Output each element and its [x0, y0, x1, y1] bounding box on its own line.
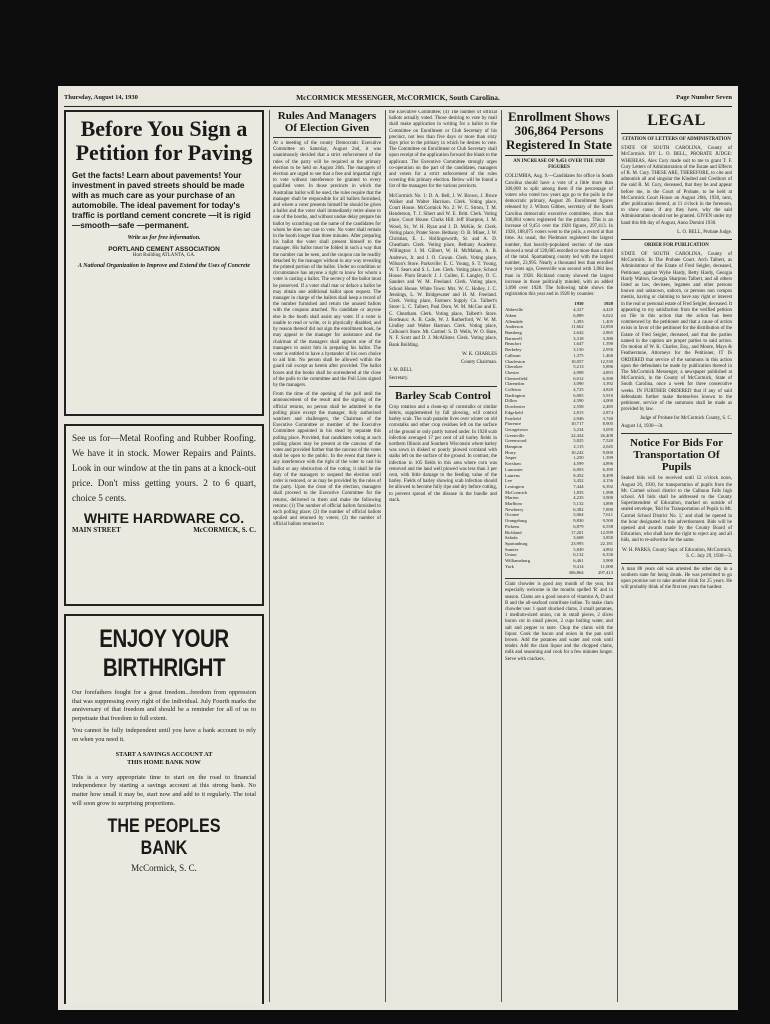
- registration-count: 8,905: [602, 421, 613, 427]
- enrollment-article: [505, 110, 613, 1004]
- cement-ad: [64, 110, 264, 416]
- registration-count: 5,132: [573, 501, 584, 507]
- arrest-item: A man 88 years old was arrested the other day in a southern state for being drunk. He was permitted to go upon promise not to take another drink for 25 years. He will probably think of the first ten years the hardest.: [621, 566, 732, 591]
- county-name: Orangeburg: [505, 518, 527, 524]
- registration-count: 5,849: [573, 546, 584, 552]
- registration-count: 3,850: [602, 535, 613, 541]
- managers-list: McCormick No. 1: D. A. Bell, J. W. Brown, J. Bruce Walker and Walter Harrison. Clerk. Voting place, Court House. McCormick No. 2: W. C. Strom, T. M. Henderson, T. J. Sibert and W. E. Britt. Clerk. Voting place, Court House. Clarks Hill: Jeff Sharpton, J. M. Wood, Sr., W. H. Ryan and J. D. McKie, Sr. Clerk. Voting place, Prater Store. Bethany: O. B. Miner, J. W. Christian, E. L. Hollingsworth, Sr. and A. D. Cheatham. Clerk. Voting place, Bethany Academy. Willington: J. M. Gilbert, W. H. McMahan, A. B. Andrews, Jr. and J. O. Cowan. Clerk. Voting place, Wilson's Store. Parksville: E. C. Young, S. T. Young, W. T. Sears and S. L. Lee. Clerk. Voting place, School House. Plum Branch: J. J. Cullen, E. Langley, O. C. Sanders and W. M. Freeland. Clerk. Voting place, School House. White Town: Mrs. W. C. Holley, J. C. Jennings, L. W. Bridgewater and H. M. Freeland. Clerk. Voting place, Farmers Supply Co. Talbert's Store: L. C. Talbert, Paul Dorn, W. M. McCue and E. C. Cheatham. Clerk. Voting place, Talbert's Store. Bordeaux: A. B. Cade, W. J. Rutherford, W. W. M. Lindley and Walter Harmon. Clerk. Voting place, Calhoun's Store. Mt. Carmel: S. D. Wells, W. O. Hare, N. F. Scott and D. J. McAllister. Clerk. Voting place, Bank Building.: [389, 193, 497, 348]
- registration-count: 5,896: [602, 364, 613, 370]
- county-name: Beaufort: [505, 341, 522, 347]
- column-rule: [617, 110, 618, 1002]
- registration-count: 7,890: [602, 506, 613, 512]
- registration-count: 5,213: [573, 364, 584, 370]
- registration-count: 17,201: [570, 529, 584, 535]
- table-row: [505, 570, 613, 576]
- order-signature: Judge of Probate for McCormick County, S. C.: [639, 416, 732, 422]
- registration-count: 2,950: [602, 347, 613, 353]
- election-rules-body: At a meeting of the county Democratic Executive Committee on Saturday, August 2nd, it was unanimously decided that a strict enforcement of the rules of the party will be required at the primary election to be held on August 26th. The managers of election are urged to see that a free and impartial right to vote without interference be granted to every qualified voter. In those precincts in which the Australian ballot will be used, the rules require that the manager shall be responsible for all ballots furnished, and where a voter presents himself he should be given a ballot and the voter shall immediately retire alone to one of the booths, and without undue delay prepare his ballot by scratching out the name of the candidates for whom he does not care to vote. No voter shall remain in the booth longer than three minutes. After preparing his ballot the voter shall present himself to the manager. His ballot must be folded in such a way that the number can be seen, and the coupon can be readily detached by the manager without in any way revealing the printed portion of the ballot. Under no condition or circumstance has anyone a right to know for whom a voter is casting a ballot. The secrecy of the ballot must be preserved. If a voter shall mar or deface a ballot he may obtain one additional ballot upon request. The manager in charge of the ballots shall keep a record of the number furnished and return the unused ballots with the coupons attached. No candidate or anyone else in the booth shall assist any voter. If a voter is unable to read or write, or is physically disabled, and by reason thereof did not sign the enrollment book, he may appeal to the manager for assistance and the chairman of the managers shall appoint one of the managers to assist him in preparing his ballot. The voter is entitled to have a bystander of his own choice to aid him. No person shall be allowed within the guard rail except as herein after provided. The ballot boxes and the books shall be surrendered at the close of the polls to the committee and the Poll Lists signed by the managers.: [273, 141, 381, 388]
- registration-count: 1,647: [573, 341, 584, 347]
- chairman-name: W. K. CHARLES: [462, 351, 497, 357]
- county-name: Charleston: [505, 358, 525, 364]
- registration-count: 4,590: [573, 398, 584, 404]
- registration-count: 2,045: [602, 444, 613, 450]
- registration-count: 11,662: [571, 324, 584, 330]
- county-name: Clarendon: [505, 381, 525, 387]
- registration-count: 3,452: [573, 478, 584, 484]
- registration-count: 6,558: [602, 523, 613, 529]
- registration-count: 6,390: [602, 375, 613, 381]
- county-name: Lee: [505, 478, 512, 484]
- bids-signature: W. H. PARKS, County Supt. of Education, McCormick, S. C. July 29, 1930—3.: [622, 547, 732, 559]
- registration-count: 6,330: [602, 552, 613, 558]
- county-name: Saluda: [505, 535, 518, 541]
- registration-count: 2,642: [573, 329, 584, 335]
- county-name: Lexington: [505, 483, 524, 489]
- managers-article: [389, 110, 497, 1004]
- county-name: Edgefield: [505, 409, 523, 415]
- cement-ad-address: Hurt Building ATLANTA, GA.: [132, 253, 196, 258]
- bank-ad-paragraph-3: This is a very appropriate time to start on the road to financial independence by starting a savings account at this strong bank. No matter how small it may be, start now and add to it regularly. The total will soon grow to surprising proportions.: [72, 773, 256, 807]
- registration-count: 297,413: [598, 569, 613, 575]
- registration-count: 6,889: [573, 312, 584, 318]
- county-name: Richland: [505, 529, 522, 535]
- county-name: Union: [505, 552, 517, 558]
- election-rules-headline: Rules And Managers Of Election Given: [277, 110, 377, 134]
- enrollment-subhead: AN INCREASE OF 9,451 OVER THE 1928 FIGURES: [513, 159, 605, 171]
- registration-count: 12,850: [600, 324, 613, 330]
- secretary-role: Secretary.: [389, 375, 409, 381]
- column-rule: [385, 110, 386, 1002]
- registration-count: 6,003: [573, 466, 584, 472]
- county-name: Pickens: [505, 523, 520, 529]
- registration-count: 3,090: [573, 381, 584, 387]
- county-name: Aiken: [505, 312, 517, 318]
- registration-count: 22,181: [600, 541, 613, 546]
- registration-count: 1,493: [573, 318, 584, 324]
- registration-count: 6,390: [602, 466, 613, 472]
- newspaper-title: McCORMICK MESSENGER, McCORMICK, South Carolina.: [296, 93, 500, 102]
- registration-count: 6,392: [602, 483, 613, 489]
- divider: [621, 433, 732, 434]
- barley-scab-headline: Barley Scab Control: [395, 389, 491, 402]
- hardware-ad: [64, 424, 264, 606]
- registration-count: 6,879: [573, 523, 584, 529]
- registration-count: 3,150: [573, 347, 584, 353]
- registration-count: 2,485: [602, 404, 613, 410]
- chowder-body: Clam chowder is good any month of the year, but especially welcome in the months spelled 'R' and in season. Clams are a good source of vitamins A, D and B and the all-seafood contribute iodine. To make clam chowder use: 1 quart shucked clams, 3 small potatoes, 1 medium-sized onion, cut in small pieces, 2 slices bacon cut in small pieces, 2 cups boiling water, and salt and pepper to taste. Chop the clams with the liquor. Cook the bacon and onion in the pan until brown. Add the potatoes and water and cook until tender. Add the clam liquor and the chopped clams, milk and seasoning and cook for a few minutes longer. Serve with crackers.: [505, 582, 613, 662]
- county-name: Anderson: [505, 324, 523, 330]
- order-body: STATE OF SOUTH CAROLINA, County of McCormick. In The Probate Court. Arch Talbert, as Administrator of the Estate of Fred Seigler, deceased, Petitioner, against Wylie Hardy, Betty Hardy, Georgia Hardy Walton, Georgia Sharpton Talbert, and all others listed as law, devisees, legatees and other persons known and unknown, unborn, or persons non compos mentis, having or claiming to have any right or interest in the real or personal estate of Fred Seigler, deceased. It appearing to my satisfaction from the verified petition on file in this action that the action has been commenced by the petitioner and that a cause of action exists in favor of the petitioner for the distribution of the Estate of Fred Seigler, deceased, and that the parties named in the caption are proper parties to said action. On motion of W. K. Charles, Esq., and Moore, Mays & Featherstone, Attorneys for the Petitioner, IT IS ORDERED that service of the summons in this action upon the defendants be made by publication thereof in The McCormick Messenger, a newspaper published at McCormick, in the County of McCormick, State of South Carolina, once a week for three consecutive weeks. IN FURTHER ORDERED that if any of said defendants further make themselves known to the petitioner, service of the summons shall be made as provided by law.: [621, 252, 732, 413]
- registration-count: 1,460: [602, 352, 613, 358]
- cement-ad-pitch: Get the facts! Learn about pavements! Your investment in paved streets should be made with as much care as your purchase of an automobile. The ideal pavement for today's traffic is portland cement concrete —it is rigid—smooth—safe —permanent.: [72, 171, 251, 230]
- county-name: Oconee: [505, 512, 520, 518]
- county-name: Georgetown: [505, 426, 528, 432]
- column-rule: [501, 110, 502, 1002]
- divider: [505, 578, 613, 579]
- registration-count: 4,235: [573, 495, 584, 501]
- hardware-ad-copy: See us for—Metal Roofing and Rubber Roofing. We have it in stock. Mower Repairs and Paints. Look in our window at the tin pans at a knock-out price. Don't miss getting yours. 2 to 6 quart, choice 5 cents.: [72, 433, 256, 503]
- county-name: Hampton: [505, 444, 523, 450]
- registration-count: 1,399: [602, 455, 613, 461]
- cement-ad-headline: Before You Sign a Petition for Paving: [75, 116, 253, 165]
- page-number: Page Number Seven: [676, 94, 732, 101]
- registration-count: 9,830: [573, 518, 584, 524]
- divider: [621, 563, 732, 564]
- registration-count: 7,520: [602, 438, 613, 444]
- county-name: Chesterfield: [505, 375, 528, 381]
- registration-count: 2,865: [602, 329, 613, 335]
- registration-count: 2,874: [602, 409, 613, 415]
- registration-count: 6,461: [573, 558, 584, 564]
- registration-count: 7,444: [573, 483, 584, 489]
- registration-count: 10,242: [570, 449, 584, 455]
- county-name: Greenwood: [505, 438, 527, 444]
- hardware-ad-name: WHITE HARDWARE CO.: [83, 510, 245, 526]
- divider: [389, 386, 497, 387]
- cement-ad-company: PORTLAND CEMENT ASSOCIATION: [108, 246, 220, 253]
- county-name: Laurens: [505, 472, 520, 478]
- enrollment-body: COLUMBIA, Aug. 9.—Candidates for office in South Carolina should have a vote of a little more than 300,000 to split among them if the percentage of voters who voted two years ago go to the polls in the democratic primary, August 26. Enrollment figures released by J. Wilson Gibbes, secretary of the South Carolina democratic executive committee, show that 306,864 voters registered for the primary. This is an increase of 9,451 over the 1928 figures, 297,413. In 1928, 188,075 voters went to the polls, a record at that time. As usual, the Piedmont registered the largest number, that heavily-populated section of the state showed a total of 128,685 enrolled or more than a third of the total. Spartanburg county led with the largest number, 23,995. Nearly a thousand less than enrolled two years ago, Greenville was second with 3,984 less than in 1928. Richland county showed the largest increase in those politically minded, with an added 3,098 over 1928. The following table shows the registration this year and in 1928 by counties:: [505, 174, 613, 298]
- enrollment-headline: Enrollment Shows 306,864 Persons Registered In State: [506, 110, 612, 152]
- registration-count: 12,599: [600, 529, 613, 535]
- ad-column: [64, 110, 264, 1004]
- registration-count: 22,424: [570, 432, 584, 438]
- county-name: Colleton: [505, 387, 521, 393]
- county-name: Kershaw: [505, 461, 522, 467]
- registration-count: 6,132: [573, 552, 584, 558]
- county-name: Allendale: [505, 318, 523, 324]
- county-name: Florence: [505, 421, 522, 427]
- registration-count: 5,064: [573, 512, 584, 518]
- county-name: Abbeville: [505, 307, 524, 313]
- registration-count: 1,390: [602, 341, 613, 347]
- bank-ad-paragraph-1: Our forefathers fought for a great freedom...freedom from oppression that was suppressing every right of the individual. July Fourth marks the anniversary of that freedom and should be a reminder for all of us to perpetuate that freedom to full extent.: [72, 689, 256, 722]
- registration-count: 12,530: [600, 358, 613, 364]
- registration-count: 9,500: [602, 518, 613, 524]
- registration-count: 3,740: [602, 415, 613, 421]
- divider: [273, 137, 381, 138]
- election-rules-article: [273, 110, 381, 1004]
- registration-count: 4,327: [573, 307, 584, 313]
- newspaper-page: [58, 86, 738, 1010]
- registration-count: 4,156: [602, 478, 613, 484]
- registration-count: 4,820: [602, 387, 613, 393]
- county-name: York: [505, 563, 514, 569]
- county-name: Fairfield: [505, 415, 521, 421]
- registration-count: 4,000: [602, 398, 613, 404]
- column-rule: [269, 110, 270, 1002]
- county-name: Cherokee: [505, 364, 523, 370]
- bank-ad: [64, 614, 264, 1004]
- registration-count: 6,012: [573, 375, 584, 381]
- managers-intro: the Executive Committee; (4) The number of official ballots actually voted. Those desiring to vote by mail shall make application in writing for a ballot to the Committee on Enrollment or Club Secretary of his precinct, not less than five days or more than sixty days prior to the primary in which he desires to vote. The Committee on Enrollment or Club Secretary shall upon receipt of the application forward the blank to the applicant. The Executive Committee strongly urges co-operation on the part of the candidates, managers and voters for a strict enforcement of the rules covering this primary election. Below will be found a list of the managers for the various precincts.: [389, 110, 497, 190]
- table-header-cell: 1930: [574, 301, 584, 307]
- county-name: Dillon: [505, 398, 517, 404]
- registration-count: 2,946: [573, 415, 584, 421]
- registration-count: 2,558: [573, 404, 584, 410]
- county-name: Bamberg: [505, 329, 522, 335]
- county-name: Chester: [505, 369, 520, 375]
- registration-count: 1,375: [573, 352, 584, 358]
- registration-count: 8,452: [573, 472, 584, 478]
- county-name: Williamsburg: [505, 558, 530, 564]
- divider: [621, 239, 732, 240]
- registration-count: 3,380: [602, 335, 613, 341]
- registration-count: 4,893: [602, 369, 613, 375]
- registration-count: 3,890: [602, 501, 613, 507]
- hardware-ad-town: McCORMICK, S. C.: [193, 526, 256, 534]
- county-name: Greenville: [505, 432, 525, 438]
- registration-count: 5,910: [602, 392, 613, 398]
- registration-count: 4,998: [573, 369, 584, 375]
- registration-count: 7,611: [602, 512, 613, 518]
- bank-ad-cta: START A SAVINGS ACCOUNT AT: [115, 750, 213, 758]
- bank-ad-name: THE PEOPLES BANK: [107, 816, 221, 860]
- registration-table: [505, 301, 613, 575]
- registration-count: 11,000: [600, 563, 613, 569]
- county-name: Sumter: [505, 546, 519, 552]
- table-header-cell: 1928: [603, 301, 613, 307]
- county-name: Barnwell: [505, 335, 522, 341]
- registration-count: 3,392: [602, 381, 613, 387]
- registration-count: 4,599: [573, 461, 584, 467]
- citation-body: STATE OF SOUTH CAROLINA, County of McCormick. BY L. O. BELL, PROBATE JUDGE: WHEREAS, Alex Cury made suit to me to grant T. F. Cury Letters of Administration of the Estate and Effects of R. M. Cury. THESE ARE, THEREFORE, to cite and admonish all and singular the Kindred and Creditors of the said R. M. Cury, deceased, that they be and appear before me, in the Court of Probate, to be held at McCormick Court House on August 26th, 1930, next, after publication thereof, at 11 o'clock in the forenoon, to show cause, if any they have, why the said Administration should not be granted. GIVEN under my hand this 8th day of August, Anno Domini 1930.: [621, 146, 732, 226]
- bank-ad-headline: ENJOY YOUR BIRTHRIGHT: [99, 625, 229, 682]
- chairman-role: County Chairman.: [460, 359, 497, 365]
- registration-count: 10,717: [570, 421, 584, 427]
- registration-count: 10,057: [570, 358, 584, 364]
- county-name: [505, 570, 554, 576]
- registration-count: 1,405: [602, 318, 613, 324]
- divider: [505, 155, 613, 156]
- registration-count: 306,864: [568, 569, 584, 575]
- issue-date: Thursday, August 14, 1930: [64, 94, 138, 101]
- registration-count: 2,115: [573, 444, 584, 450]
- registration-count: 1,835: [573, 489, 584, 495]
- cement-ad-write: Write us for free information.: [127, 235, 201, 241]
- registration-count: 4,892: [602, 546, 613, 552]
- citation-heading: CITATION OF LETTERS OF ADMINISTRATION: [622, 137, 731, 142]
- registration-count: 3,900: [602, 558, 613, 564]
- cement-ad-tagline: A National Organization to Improve and Extend the Uses of Concrete: [77, 263, 251, 269]
- registration-count: 1,998: [602, 489, 613, 495]
- county-name: Lancaster: [505, 466, 523, 472]
- order-date: August 14, 1930—3t.: [621, 424, 664, 430]
- bids-body: Sealed bids will be received until 12 o'clock noon, August 26, 1930, for transportation of pupils from the Mt. Carmel school district to the Calhoun Falls high school. All bids shall be addressed to the County Superintendent of Education, marked on outside of sealed envelope, 'Bid for Transportation of Pupils in Mt. Carmel School District No. 1,' and shall be opened in the hour designated in this advertisement. Bids will be opened and awards made by the County Board of Education, who shall have the right to reject any and all bids, and to re-advertise for the same.: [621, 476, 732, 544]
- registration-count: 4,896: [602, 461, 613, 467]
- county-name: McCormick: [505, 489, 528, 495]
- bids-headline: Notice For Bids For Transportation Of Pupils: [630, 437, 723, 474]
- divider: [621, 133, 732, 134]
- order-heading: ORDER FOR PUBLICATION: [644, 242, 709, 248]
- registration-count: 6,005: [573, 392, 584, 398]
- registration-count: 4,725: [573, 387, 584, 393]
- county-name: Spartanburg: [505, 541, 528, 546]
- registration-count: 3,234: [573, 426, 584, 432]
- barley-scab-body: Crop rotation and a clean-up of cornstalks or similar debris, supplemented by fall plowing, will control barley scab. The scab parasite lives over winter on old cornstalks and other crop residues left on the surface of the ground or only partly turned under. In 1928 scab infection averaged 17 per cent of all barley fields in northern Illinois and Southern Wisconsin where barley was sown in disked or poorly plowed cornland with stalks left on the surface of the ground. In contrast, the infection in 105 fields in this area where corn was removed and the land well plowed was less than 3 per cent, with little damage to the feeding value of the barley. Fields of barley showing scab infection should be allowed to become fully ripe and dry before cutting, to prevent spread of the disease in the bundle and stack.: [389, 404, 497, 503]
- registration-count: 8,499: [602, 472, 613, 478]
- registration-count: 4,420: [602, 307, 613, 313]
- registration-count: 9,000: [602, 449, 613, 455]
- bank-ad-cta-2: THIS HOME BANK NOW: [127, 759, 201, 767]
- county-name: Jasper: [505, 455, 517, 461]
- registration-count: 1,250: [573, 455, 584, 461]
- county-name: Dorchester: [505, 404, 526, 410]
- legal-column: [621, 110, 732, 1004]
- masthead: [64, 92, 732, 107]
- county-name: Berkeley: [505, 347, 522, 353]
- registration-count: 3,900: [602, 495, 613, 501]
- county-name: Marion: [505, 495, 519, 501]
- registration-count: 6,022: [602, 312, 613, 318]
- legal-title: LEGAL: [647, 112, 706, 129]
- registration-count: 3,608: [573, 535, 584, 541]
- citation-signature: L. O. BELL, Probate Judge.: [677, 229, 732, 235]
- hardware-ad-street: MAIN STREET: [72, 526, 121, 534]
- registration-count: 3,318: [573, 335, 584, 341]
- registration-count: 2,815: [573, 409, 584, 415]
- registration-count: 6,382: [573, 506, 584, 512]
- election-rules-body-2: From the time of the opening of the poll until the announcement of the result and the signing of the official returns, no person shall be admitted to the polling place except the manager, duly authorized watchers and challengers, the Chairman of the Executive Committee or member of the Executive Committee appointed in his stead by separate this polling place. Provided, that candidates voting at such polling places may be present at the canvass of the votes and provided further that the canvass of the votes shall be open to the public. In the event that there is any interference with the right of the voter to cast his ballot or any obstruction of the voting, it shall be the duty of the managers to suspend the election until order is restored, or as may be provided by the rules of the party. Upon the close of the election, managers shall proceed to the Executive Committee for the returns, delivered to them and make the following returns: (1) The number of official ballots furnished to each polling place; (2) the number of official ballots spoiled and returned by voters; (3) the number of official ballots returned to: [273, 392, 381, 528]
- county-name: Calhoun: [505, 352, 521, 358]
- secretary-name: J. M. BELL: [389, 367, 413, 373]
- county-name: Darlington: [505, 392, 525, 398]
- county-name: Marlboro: [505, 501, 523, 507]
- registration-count: 5,825: [573, 438, 584, 444]
- registration-count: 26,408: [600, 432, 613, 438]
- bank-ad-paragraph-2: You cannot be fully independent until you have a bank account to rely on when you need it.: [72, 727, 256, 743]
- registration-count: 3,050: [602, 426, 613, 432]
- county-name: Newberry: [505, 506, 524, 512]
- county-name: Horry: [505, 449, 516, 455]
- registration-count: 9,414: [573, 563, 584, 569]
- registration-count: 23,995: [570, 541, 584, 546]
- bank-ad-town: McCormick, S. C.: [131, 863, 197, 874]
